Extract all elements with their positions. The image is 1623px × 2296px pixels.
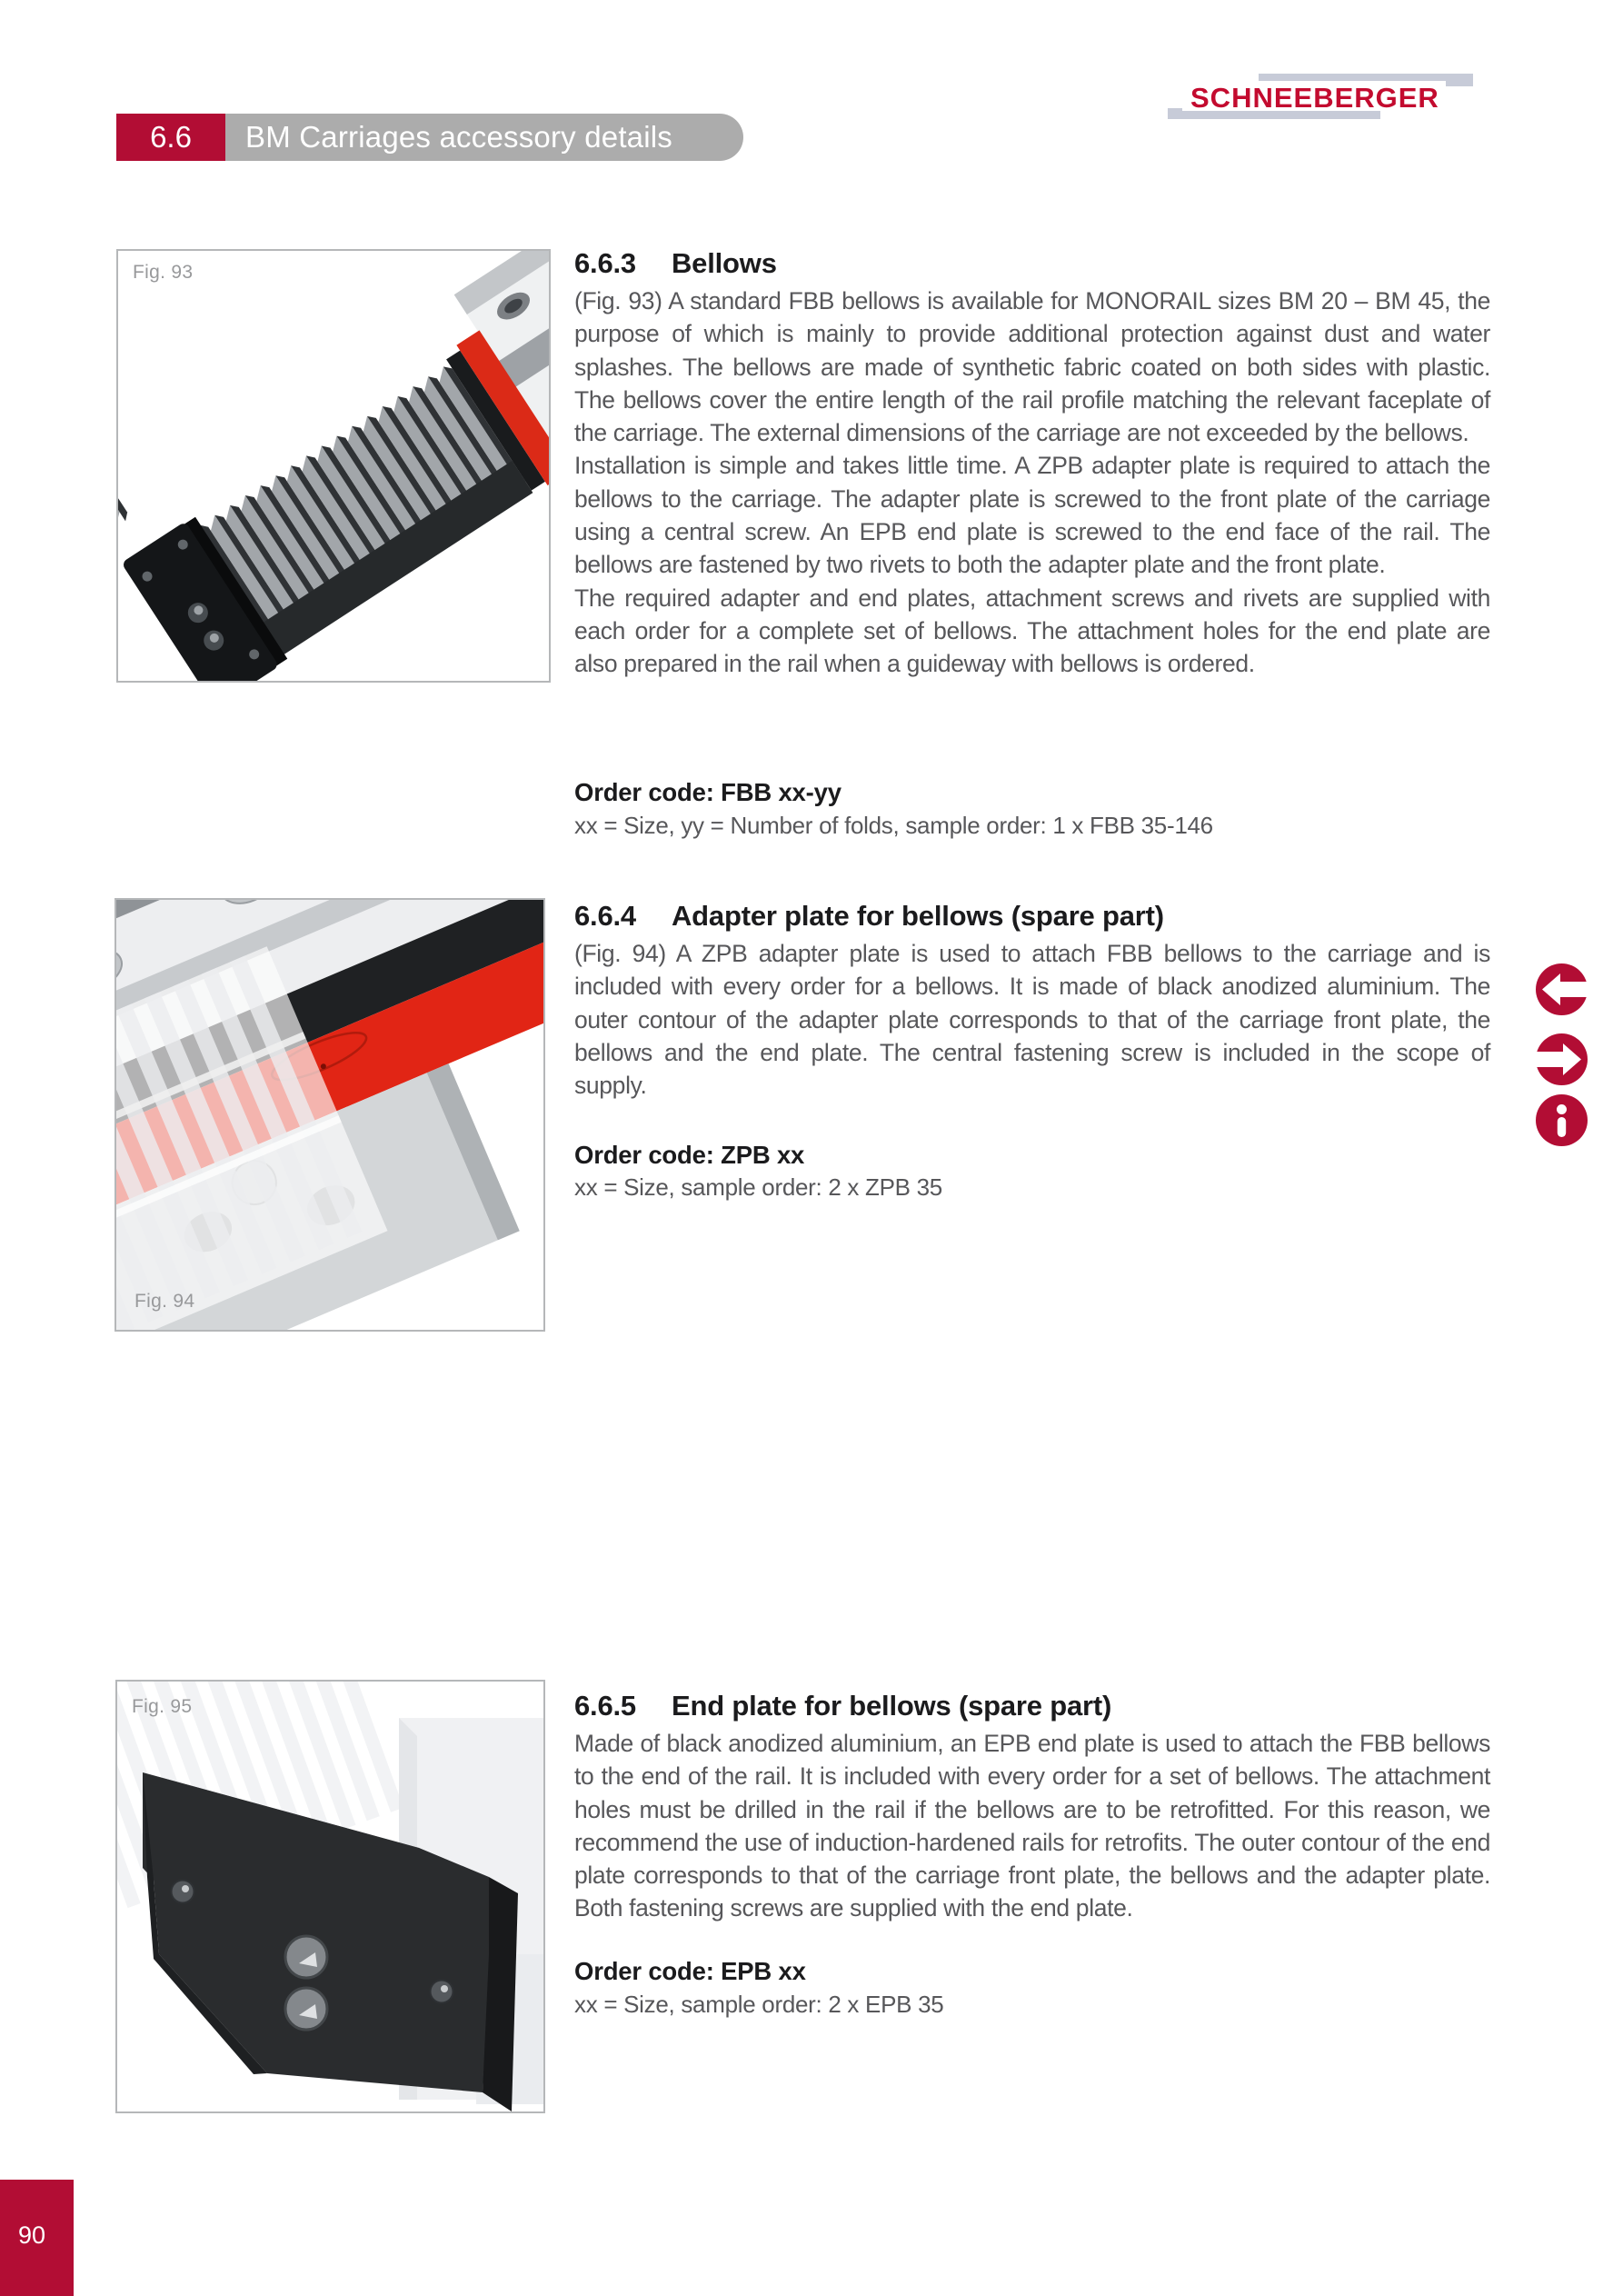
- section-number-badge: 6.6: [116, 114, 225, 161]
- figure-94-label: Fig. 94: [134, 1291, 195, 1312]
- section-663-heading: [574, 247, 1492, 280]
- paragraph: Made of black anodized aluminium, an EPB end plate is used to attach the FBB bellows to the end of the rail. It is included with every order for a set of bellows. The attachment holes must be drilled in the rail if the bellows are to be retrofitted. For this reason, we recommend the use of induction-hardened rails for retrofits. The outer contour of the end plate corresponds to that of the carriage front plate, the bellows and the adapter plate. Both fastening screws are supplied with the end plate.: [574, 1730, 1490, 1922]
- section-663-number: 6.6.3: [574, 247, 636, 279]
- figure-95-frame: [115, 1680, 545, 2113]
- section-header-bar: [116, 114, 743, 161]
- section-663-body: [574, 285, 1490, 681]
- page-title: BM Carriages accessory details: [225, 114, 743, 161]
- section-664-heading: [574, 900, 1492, 933]
- figure-94-frame: [115, 898, 545, 1332]
- arrow-left-icon: [1536, 963, 1588, 1015]
- section-665-order-note: xx = Size, sample order: 2 x EPB 35: [574, 1991, 944, 2018]
- info-button[interactable]: [1536, 1094, 1588, 1146]
- section-665-number: 6.6.5: [574, 1690, 636, 1722]
- schneeberger-logo: [1168, 71, 1477, 122]
- section-663-title: Bellows: [672, 247, 777, 279]
- section-665-order-code: Order code: EPB xx: [574, 1957, 806, 1985]
- paragraph: (Fig. 94) A ZPB adapter plate is used to attach FBB bellows to the carriage and is included with every order for a bellows. It is made of black anodized aluminium. The outer contour of the adapter plate corresponds to that of the carriage front plate, the bellows and the end plate. The central fastening screw is included in the scope of supply.: [574, 940, 1490, 1100]
- section-663-order-note: xx = Size, yy = Number of folds, sample order: 1 x FBB 35-146: [574, 812, 1213, 839]
- figure-95-label: Fig. 95: [132, 1696, 193, 1717]
- info-icon: [1536, 1094, 1588, 1146]
- figure-93-frame: [116, 249, 551, 683]
- section-665-title: End plate for bellows (spare part): [672, 1690, 1112, 1722]
- section-664-order-code: Order code: ZPB xx: [574, 1141, 805, 1169]
- fig-94-illustration-adapter-plate: [116, 900, 545, 1332]
- arrow-right-icon: [1536, 1033, 1588, 1085]
- fig-95-illustration-end-plate: [117, 1682, 545, 2113]
- page-number-box: [0, 2180, 74, 2296]
- section-665-heading: [574, 1690, 1492, 1722]
- section-664-number: 6.6.4: [574, 900, 636, 932]
- page-number: 90: [18, 2221, 46, 2249]
- paragraph: The required adapter and end plates, attachment screws and rivets are supplied with each order for a complete set of bellows. The attachment holes for the end plate are also prepared in the rail when a guideway with bellows is ordered.: [574, 584, 1490, 678]
- paragraph: Installation is simple and takes little time. A ZPB adapter plate is required to attach the bellows to the carriage. The adapter plate is screwed to the front plate of the carriage using a central screw. An EPB end plate is screwed to the end face of the rail. The bellows are fastened by two rivets to both the adapter plate and the front plate.: [574, 452, 1490, 579]
- section-664-order-note: xx = Size, sample order: 2 x ZPB 35: [574, 1173, 942, 1201]
- paragraph: (Fig. 93) A standard FBB bellows is available for MONORAIL sizes BM 20 – BM 45, the purpose of which is mainly to provide additional protection against dust and water splashes. The bellows are made of synthetic fabric coated on both sides with plastic. The bellows cover the entire length of the rail profile matching the relevant faceplate of the carriage. The external dimensions of the carriage are not exceeded by the bellows.: [574, 287, 1490, 447]
- fig-93-illustration-bellows: [118, 251, 551, 683]
- logo-wordmark: SCHNEEBERGER: [1190, 82, 1439, 114]
- section-665-body: [574, 1727, 1490, 1925]
- page-forward-button[interactable]: [1536, 1033, 1588, 1085]
- section-664-title: Adapter plate for bellows (spare part): [672, 900, 1164, 932]
- figure-93-label: Fig. 93: [133, 262, 194, 283]
- section-664-body: [574, 937, 1490, 1102]
- page-back-button[interactable]: [1536, 963, 1588, 1015]
- section-663-order-code: Order code: FBB xx-yy: [574, 778, 841, 806]
